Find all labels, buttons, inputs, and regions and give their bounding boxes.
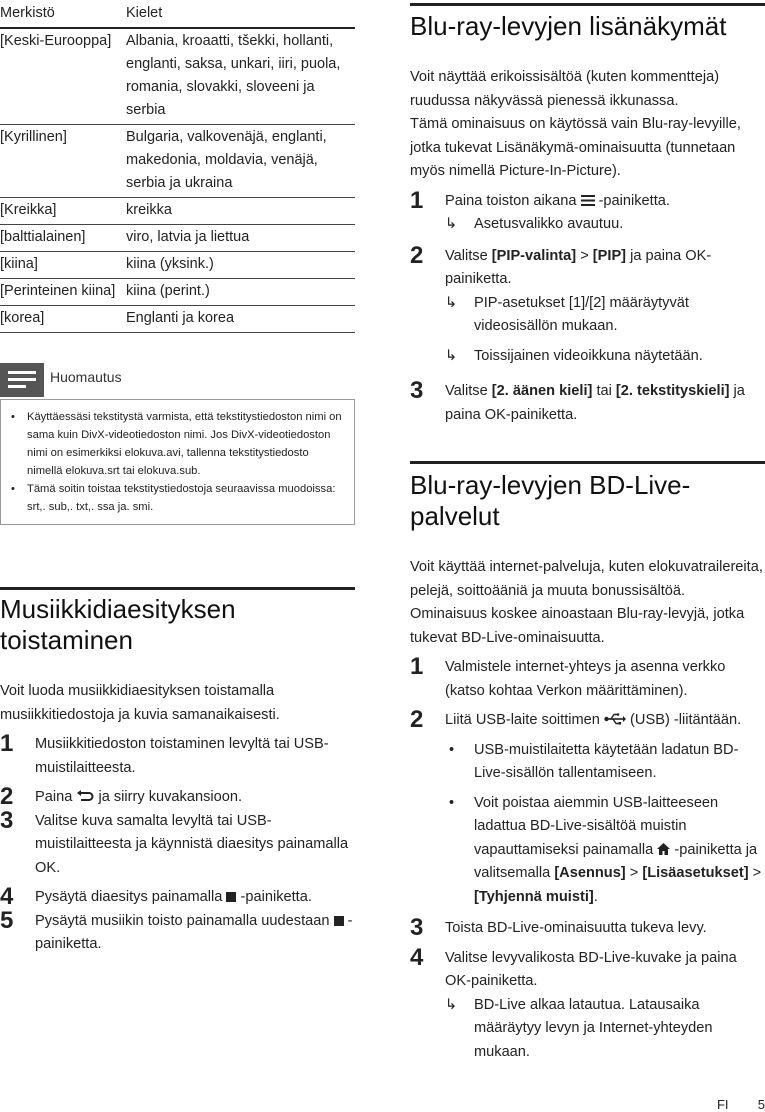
pip-step-3 bbox=[410, 377, 765, 427]
slideshow-step-4 bbox=[0, 883, 355, 910]
pip-intro-2: Tämä ominaisuus on käytössä vain Blu-ray-levyille, jotka tukevat Lisänäkymä-ominaisuutta (tunnetaan myös nimellä Picture-In-Picture). bbox=[410, 116, 741, 179]
usb-key: USB bbox=[634, 712, 665, 728]
bdlive-bullet-1 bbox=[445, 739, 765, 786]
section-rule bbox=[410, 3, 765, 6]
pip-select-key: [PIP-valinta] bbox=[491, 247, 577, 264]
step-text: -painiketta. bbox=[505, 406, 578, 423]
table-cell-charset: [Keski-Eurooppa] bbox=[0, 28, 126, 125]
pip-step-2-result bbox=[445, 345, 765, 369]
table-cell-charset: [balttialainen] bbox=[0, 225, 126, 252]
table-cell-charset: [Perinteinen kiina] bbox=[0, 279, 126, 306]
step-text: tai bbox=[596, 383, 612, 399]
step-text: ja siirry kuvakansioon. bbox=[98, 789, 243, 805]
pip-step-1 bbox=[410, 186, 765, 214]
step-text: Pysäytä musiikin toisto painamalla uudestaan bbox=[35, 912, 330, 929]
separator: > bbox=[752, 865, 762, 881]
table-cell-languages: kreikka bbox=[126, 198, 355, 225]
step-text: Musiikkitiedoston toistaminen levyltä tai USB-muistilaitteesta. bbox=[35, 736, 329, 776]
section-rule bbox=[410, 461, 765, 464]
table-header-row bbox=[0, 2, 355, 28]
step-number: 1 bbox=[410, 186, 424, 214]
slideshow-step-1 bbox=[0, 730, 355, 780]
ok-key: OK bbox=[484, 406, 506, 423]
pip-intro-1: Voit näyttää erikoissisältöä (kuten kommentteja) ruudussa näkyvässä pienessä ikkunassa. bbox=[410, 69, 720, 109]
bullet-text: Voit poistaa aiemmin USB-laitteeseen ladattua BD-Live-sisältöä muistin vapauttamiseksi painamalla bbox=[474, 794, 719, 858]
step-text: -liitäntään. bbox=[673, 712, 742, 728]
audio-lang-key: [2. äänen kieli] bbox=[491, 383, 593, 399]
ok-key: OK bbox=[445, 973, 467, 989]
footer-lang: FI bbox=[716, 1097, 729, 1112]
ok-key: OK bbox=[685, 247, 707, 264]
table-cell-languages: kiina (perint.) bbox=[126, 279, 355, 306]
note-content bbox=[0, 399, 355, 525]
table-cell-charset: [kiina] bbox=[0, 252, 126, 279]
bdlive-step-1 bbox=[410, 653, 765, 703]
result-arrow-icon: ↳ bbox=[445, 347, 458, 364]
step-number: 5 bbox=[0, 906, 14, 934]
step-number: 4 bbox=[410, 943, 424, 971]
paren: ( bbox=[630, 712, 635, 728]
separator: > bbox=[629, 865, 639, 881]
step-text: Liitä USB-laite soittimen bbox=[445, 712, 600, 728]
ok-key: OK bbox=[35, 859, 57, 876]
table-cell-charset: [Kyrillinen] bbox=[0, 125, 126, 198]
left-column bbox=[0, 0, 355, 957]
stop-icon bbox=[334, 916, 344, 926]
pip-key: [PIP] bbox=[592, 247, 627, 264]
bullet-text: USB-muistilaitetta käytetään ladatun BD-Live-sisällön tallentamiseen. bbox=[474, 741, 739, 781]
note-header bbox=[0, 359, 355, 403]
bdlive-title: Blu-ray-levyjen BD-Live-palvelut bbox=[410, 470, 691, 531]
result-text: BD-Live alkaa latautua. Latausaika määräytyy levyn ja Internet-yhteyden mukaan. bbox=[474, 996, 713, 1060]
step-text: Valitse bbox=[445, 383, 488, 399]
step-text: Paina bbox=[35, 789, 73, 805]
table-cell-languages: kiina (yksink.) bbox=[126, 252, 355, 279]
table-row bbox=[0, 28, 355, 125]
result-text: Toissijainen videoikkuna näytetään. bbox=[474, 347, 703, 364]
page-footer bbox=[717, 1097, 765, 1112]
step-text: -painiketta. bbox=[445, 247, 712, 287]
pip-title: Blu-ray-levyjen lisänäkymät bbox=[410, 11, 727, 41]
table-cell-charset: [korea] bbox=[0, 306, 126, 333]
pip-step-1-result bbox=[445, 213, 765, 237]
bdlive-step-2 bbox=[410, 706, 765, 733]
result-arrow-icon: ↳ bbox=[445, 294, 458, 311]
table-cell-languages: Bulgaria, valkovenäjä, englanti, makedonia, moldavia, venäjä, serbia ja ukraina bbox=[126, 125, 355, 198]
step-number: 3 bbox=[410, 377, 424, 404]
pip-step-2 bbox=[410, 241, 765, 292]
advanced-key: [Lisäasetukset] bbox=[642, 865, 749, 881]
table-row bbox=[0, 198, 355, 225]
separator: > bbox=[580, 247, 589, 264]
note-box bbox=[0, 359, 355, 525]
table-row bbox=[0, 306, 355, 333]
step-text: ja paina bbox=[445, 383, 745, 423]
step-text: -painiketta. bbox=[35, 912, 353, 952]
note-item: • Tämä soitin toistaa tekstitystiedostoja seuraavissa muodoissa: srt,. sub,. txt,. ssa ja. smi. bbox=[11, 480, 344, 516]
page-number: 5 bbox=[757, 1097, 765, 1112]
step-text: Valitse levyvalikosta BD-Live-kuvake ja paina bbox=[445, 949, 737, 966]
bdlive-bullet-2 bbox=[445, 792, 765, 910]
table-row bbox=[0, 279, 355, 306]
paren: ) bbox=[664, 712, 670, 728]
section-rule bbox=[0, 587, 355, 590]
slideshow-title: Musiikkidiaesityksen toistaminen bbox=[0, 594, 236, 655]
step-number: 1 bbox=[410, 653, 424, 680]
home-icon bbox=[657, 843, 670, 855]
menu-icon bbox=[581, 195, 595, 206]
table-cell-charset: [Kreikka] bbox=[0, 198, 126, 225]
step-number: 3 bbox=[410, 914, 424, 941]
step-text: -painiketta. bbox=[598, 192, 670, 209]
stop-icon bbox=[226, 892, 236, 902]
step-text: Paina toiston aikana bbox=[445, 192, 577, 209]
step-text: -painiketta. bbox=[240, 889, 312, 905]
bdlive-intro-2: Ominaisuus koskee ainoastaan Blu-ray-levyjä, jotka tukevat BD-Live-ominaisuutta. bbox=[410, 606, 745, 646]
step-text: Valitse bbox=[445, 247, 488, 264]
bdlive-step-4-result bbox=[445, 994, 765, 1065]
step-text: ja paina bbox=[630, 247, 682, 264]
bullet-text: -painiketta ja valitsemalla bbox=[474, 841, 758, 881]
pip-step-2-result bbox=[445, 292, 765, 339]
note-title: Huomautus bbox=[50, 369, 122, 385]
table-header-charset: Merkistö bbox=[0, 2, 126, 28]
slideshow-step-3 bbox=[0, 806, 355, 881]
step-text: Toista BD-Live-ominaisuutta tukeva levy. bbox=[445, 920, 707, 936]
slideshow-intro: Voit luoda musiikkidiaesityksen toistamalla musiikkitiedostoja ja kuvia samanaikaisesti. bbox=[0, 683, 280, 723]
slideshow-step-5 bbox=[0, 906, 355, 957]
usb-icon bbox=[604, 713, 626, 725]
step-number: 2 bbox=[0, 783, 14, 810]
result-text: Asetusvalikko avautuu. bbox=[474, 216, 624, 232]
step-text: Valitse kuva samalta levyltä tai USB-muistilaitteesta ja käynnistä diaesitys painamalla bbox=[35, 812, 349, 852]
charset-table bbox=[0, 2, 355, 333]
back-icon bbox=[76, 790, 94, 802]
note-lines-icon bbox=[0, 363, 44, 397]
setup-key: [Asennus] bbox=[554, 865, 626, 881]
slideshow-step-2 bbox=[0, 783, 355, 810]
step-number: 1 bbox=[0, 730, 14, 757]
clear-memory-key: [Tyhjennä muisti] bbox=[474, 888, 594, 905]
note-item: • Käyttäessäsi tekstitystä varmista, että tekstitystiedoston nimi on sama kuin DivX-videotiedoston nimi. Jos DivX-videotiedoston nimi on esimerkiksi elokuva.avi, tallenna tekstitystiedosto nimellä elokuva.srt tai elokuva.sub. bbox=[11, 408, 344, 480]
step-text: Pysäytä diaesitys painamalla bbox=[35, 889, 223, 905]
table-cell-languages: Englanti ja korea bbox=[126, 306, 355, 333]
result-arrow-icon: ↳ bbox=[445, 216, 458, 232]
right-column bbox=[410, 0, 765, 1064]
table-header-languages: Kielet bbox=[126, 2, 355, 28]
step-text: -painiketta. bbox=[466, 973, 538, 989]
bdlive-intro-1: Voit käyttää internet-palveluja, kuten elokuvatrailereita, pelejä, soittoääniä ja muuta bonussisältöä. bbox=[410, 559, 763, 599]
step-text: Valmistele internet-yhteys ja asenna verkko (katso kohtaa Verkon määrittäminen). bbox=[445, 659, 726, 699]
table-row bbox=[0, 252, 355, 279]
table-row bbox=[0, 225, 355, 252]
step-text: . bbox=[56, 859, 61, 876]
bdlive-step-4 bbox=[410, 943, 765, 994]
step-number: 2 bbox=[410, 241, 424, 269]
step-number: 3 bbox=[0, 806, 14, 834]
table-cell-languages: viro, latvia ja liettua bbox=[126, 225, 355, 252]
step-number: 4 bbox=[0, 883, 14, 910]
table-cell-languages: Albania, kroaatti, tšekki, hollanti, englanti, saksa, unkari, iiri, puola, romania, slovakki, sloveeni ja serbia bbox=[126, 28, 355, 125]
result-text: PIP-asetukset [1]/[2] määräytyvät videosisällön mukaan. bbox=[474, 294, 689, 334]
bullet-text: . bbox=[593, 888, 598, 905]
bdlive-step-3 bbox=[410, 914, 765, 941]
step-number: 2 bbox=[410, 706, 424, 733]
result-arrow-icon: ↳ bbox=[445, 996, 458, 1013]
table-row bbox=[0, 125, 355, 198]
subtitle-lang-key: [2. tekstityskieli] bbox=[615, 383, 730, 399]
